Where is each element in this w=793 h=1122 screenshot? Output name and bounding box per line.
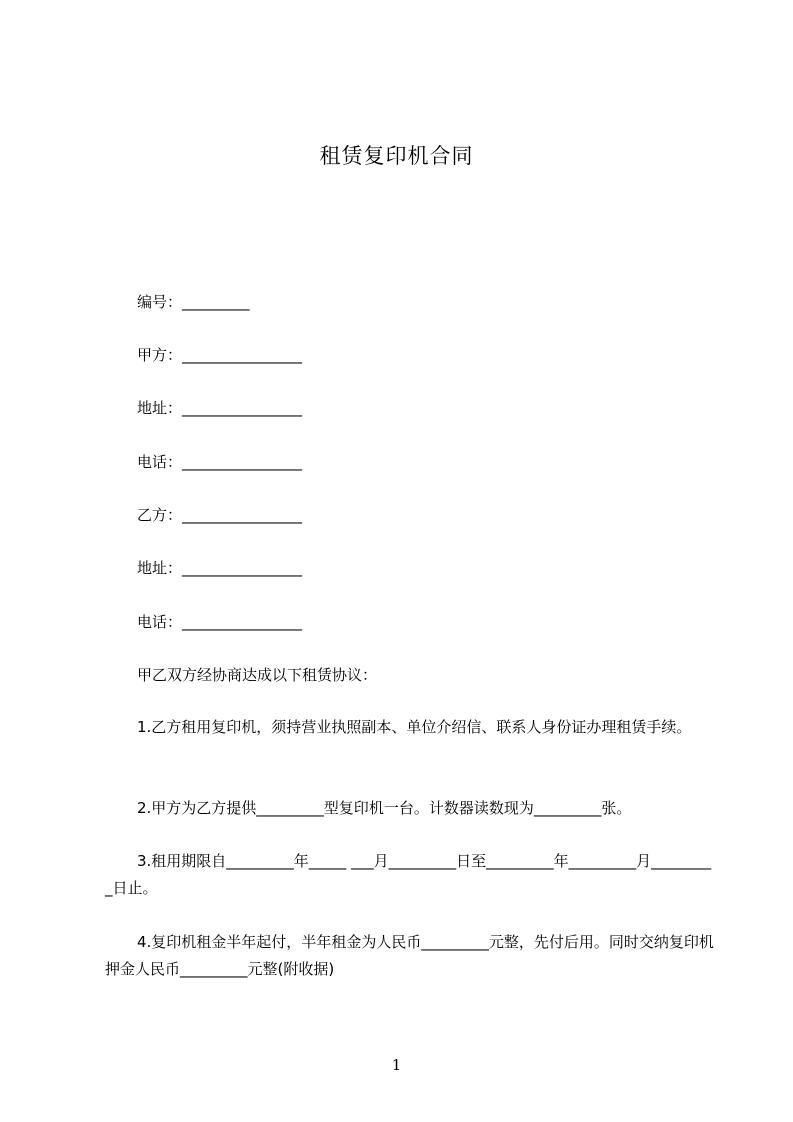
party-a-phone-field: 电话：________________ xyxy=(137,453,303,471)
party-b-phone-field: 电话：________________ xyxy=(137,613,303,631)
document-title: 租赁复印机合同 xyxy=(319,144,474,168)
page-number: 1 xyxy=(391,1056,402,1074)
party-b-field: 乙方：________________ xyxy=(137,506,303,524)
clause-1: 1.乙方租用复印机，须持营业执照副本、单位介绍信、联系人身份证办理租赁手续。 xyxy=(137,718,692,736)
contract-number-field: 编号：_________ xyxy=(137,293,250,311)
party-a-field: 甲方：________________ xyxy=(137,346,303,364)
clause-4: 4.复印机租金半年起付，半年租金为人民币_________元整，先付后用。同时交纳复印机押金人民币_________元整(附收据) xyxy=(105,933,714,978)
party-a-address-field: 地址：________________ xyxy=(137,399,303,417)
party-b-address-field: 地址：________________ xyxy=(137,559,303,577)
clause-3: 3.租用期限自_________年_____ ___月_________日至_________年_________月_________日止。 xyxy=(105,852,712,897)
agreement-intro: 甲乙双方经协商达成以下租赁协议： xyxy=(137,666,378,684)
clause-2: 2.甲方为乙方提供_________型复印机一台。计数器读数现为_________张。 xyxy=(137,799,632,817)
